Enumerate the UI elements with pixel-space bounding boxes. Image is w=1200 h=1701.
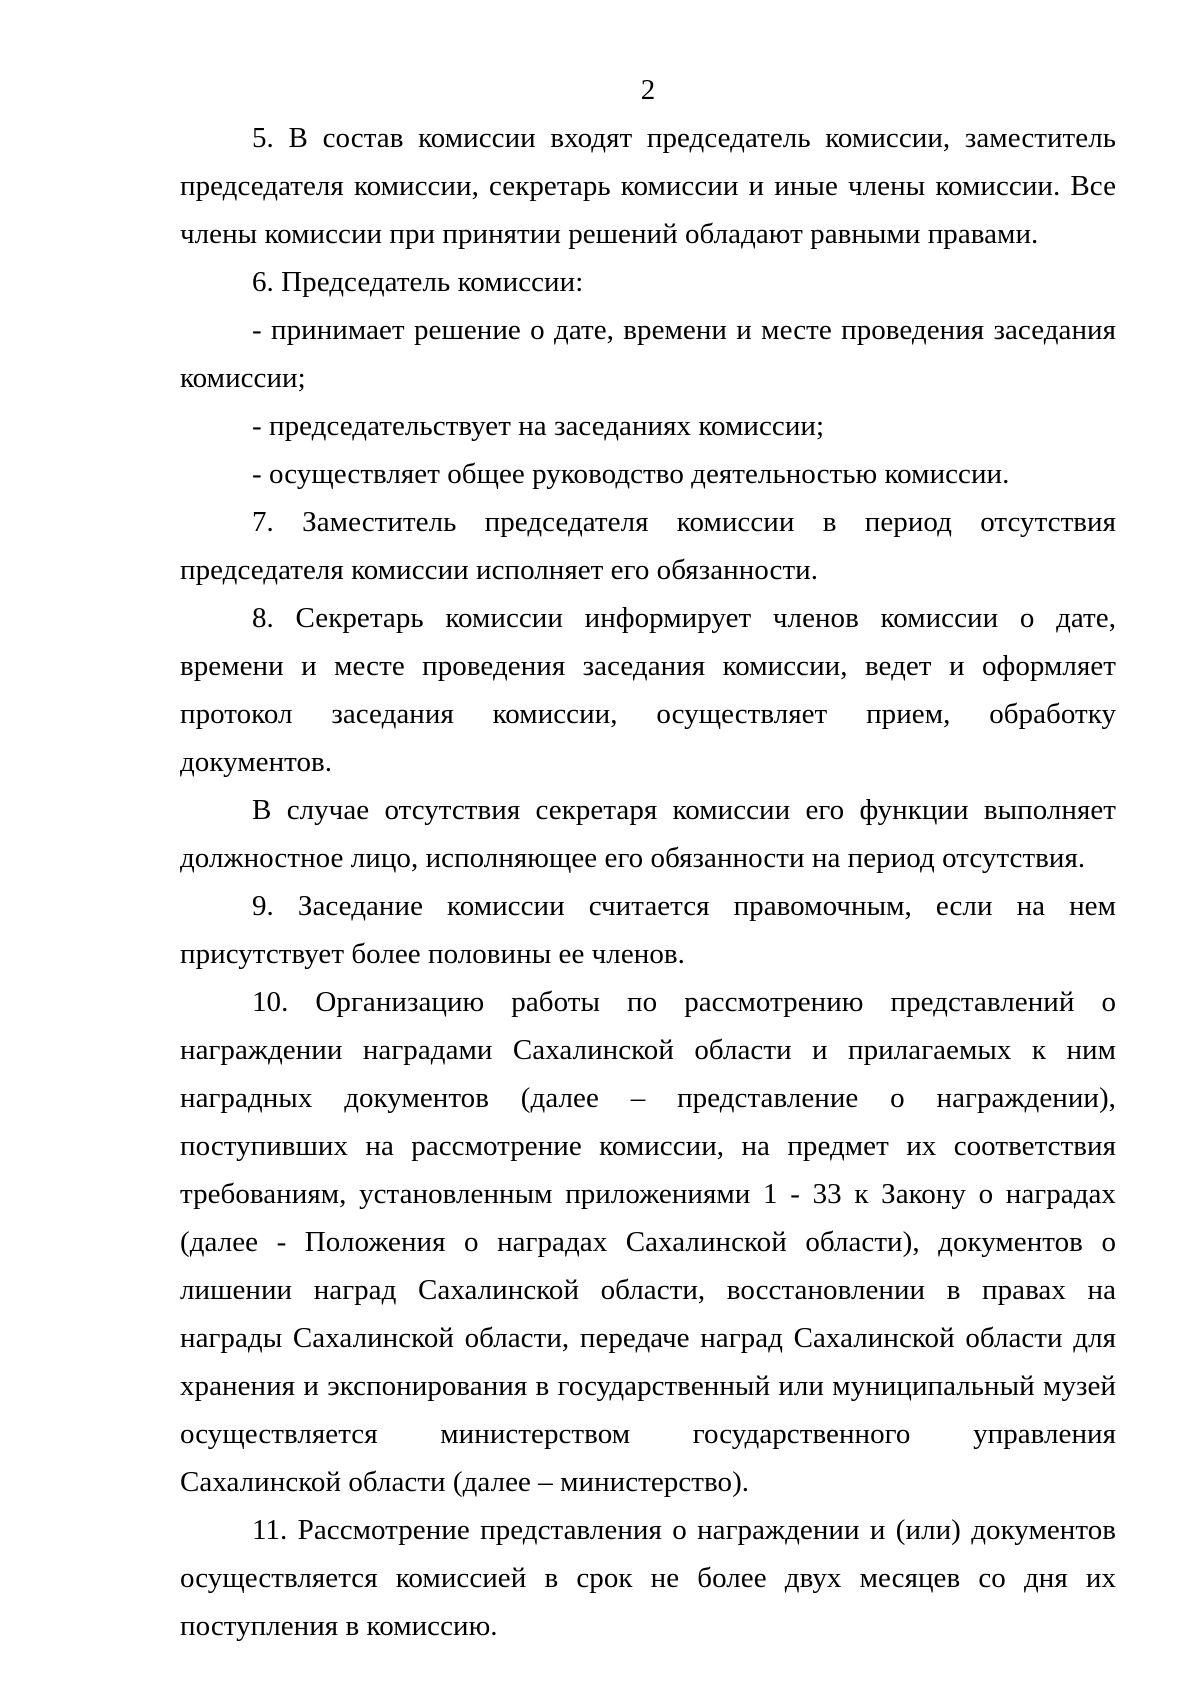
paragraph-8: 8. Секретарь комиссии информирует членов комиссии о дате, времени и месте проведения заседания комиссии, ведет и оформляет протокол заседания комиссии, осуществляет прием, обработку документов. [180,602,1116,778]
paragraph-7: 7. Заместитель председателя комиссии в период отсутствия председателя комиссии исполняет его обязанности. [180,506,1116,586]
paragraph-5: 5. В состав комиссии входят председатель комиссии, заместитель председателя комиссии, секретарь комиссии и иные члены комиссии. Все члены комиссии при принятии решений обладают равными правами. [180,122,1116,250]
paragraph-6-item-1: - принимает решение о дате, времени и месте проведения заседания комиссии; [180,314,1116,394]
paragraph-8-continuation: В случае отсутствия секретаря комиссии его функции выполняет должностное лицо, исполняющее его обязанности на период отсутствия. [180,794,1116,874]
paragraph-6-item-3: - осуществляет общее руководство деятельностью комиссии. [252,458,1010,490]
paragraph-6-heading: 6. Председатель комиссии: [252,266,584,298]
paragraph-9: 9. Заседание комиссии считается правомочным, если на нем присутствует более половины ее членов. [180,890,1116,970]
document-body [180,114,1116,1650]
paragraph-6-item-2: - председательствует на заседаниях комиссии; [252,410,825,442]
paragraph-11: 11. Рассмотрение представления о награждении и (или) документов осуществляется комиссией в срок не более двух месяцев со дня их поступления в комиссию. [180,1514,1116,1642]
page-number: 2 [640,74,656,106]
paragraph-10: 10. Организацию работы по рассмотрению представлений о награждении наградами Сахалинской области и прилагаемых к ним наградных документов (далее – представление о награждении), поступивших на рассмотрение комиссии, на предмет их соответствия требованиям, установленным приложениями 1 - 33 к Закону о наградах (далее - Положения о наградах Сахалинской области), документов о лишении наград Сахалинской области, восстановлении в правах на награды Сахалинской области, передаче наград Сахалинской области для хранения и экспонирования в государственный или муниципальный музей осуществляется министерством государственного управления Сахалинской области (далее – министерство). [180,986,1116,1498]
